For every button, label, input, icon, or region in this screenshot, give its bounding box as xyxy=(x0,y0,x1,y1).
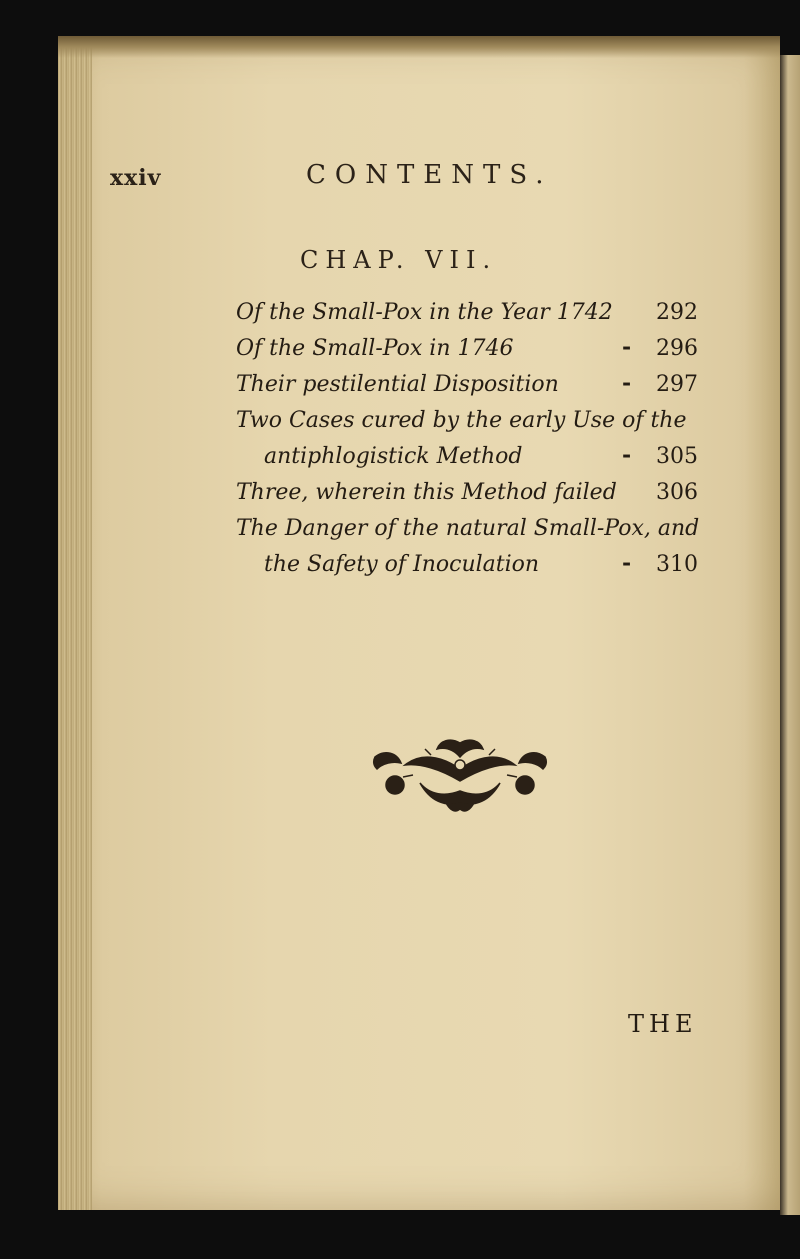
next-page-edge xyxy=(780,55,800,1215)
entry-title: the Safety of Inoculation xyxy=(264,552,540,577)
entry-dash: - xyxy=(622,550,632,576)
page-edge-stack xyxy=(58,40,92,1210)
entry-title: Three, wherein this Method failed xyxy=(236,480,617,505)
entry-title: Of the Small-Pox in the Year 1742 xyxy=(236,300,613,325)
contents-entry xyxy=(236,444,706,480)
contents-entry xyxy=(236,552,706,588)
contents-entry xyxy=(236,300,706,336)
catchword: THE xyxy=(628,1010,698,1038)
entry-title: antiphlogistick Method xyxy=(264,444,523,469)
entry-page: 310 xyxy=(656,552,698,577)
entry-dash: - xyxy=(622,442,632,468)
page-number: xxiv xyxy=(110,165,162,191)
entry-page: 292 xyxy=(656,300,698,325)
contents-list xyxy=(236,300,706,588)
entry-page: 297 xyxy=(656,372,698,397)
page-top-edge xyxy=(58,36,780,58)
entry-title: The Danger of the natural Small-Pox, and xyxy=(236,516,700,541)
contents-entry xyxy=(236,480,706,516)
contents-entry xyxy=(236,408,706,444)
contents-entry xyxy=(236,372,706,408)
chapter-heading: CHAP. VII. xyxy=(300,246,498,274)
contents-entry xyxy=(236,516,706,552)
entry-title: Two Cases cured by the early Use of the xyxy=(236,408,687,433)
entry-page: 306 xyxy=(656,480,698,505)
contents-entry xyxy=(236,336,706,372)
entry-dash: - xyxy=(622,370,632,396)
entry-page: 305 xyxy=(656,444,698,469)
running-head: CONTENTS. xyxy=(306,160,553,190)
entry-page: 296 xyxy=(656,336,698,361)
entry-dash: - xyxy=(622,334,632,360)
entry-title: Their pestilential Disposition xyxy=(236,372,559,397)
floral-tailpiece-icon xyxy=(365,735,555,815)
entry-title: Of the Small-Pox in 1746 xyxy=(236,336,514,361)
